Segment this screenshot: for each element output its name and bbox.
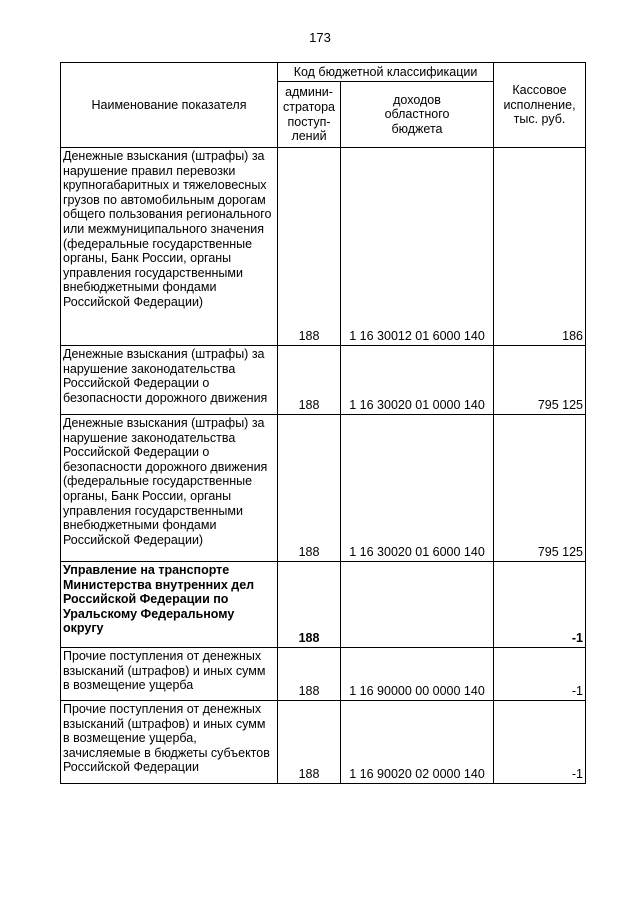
row-name: Денежные взыскания (штрафы) за нарушение правил перевозки крупногабаритных и тяжеловесных грузов по автомобильным дорогам общего пользования регионального или межмуниципального значения (федеральные государственные органы, Банк России, органы управления государственными внебюджетными фондами Российской Федерации) xyxy=(61,148,278,346)
row-income-code: 1 16 90000 00 0000 140 xyxy=(341,648,494,701)
page-number: 173 xyxy=(309,30,331,45)
table-row xyxy=(61,346,586,415)
row-admin-code: 188 xyxy=(278,562,341,648)
header-row-1 xyxy=(61,63,586,82)
row-value: -1 xyxy=(494,648,586,701)
table-row xyxy=(61,701,586,784)
header-admin: админи- стратора поступ- лений xyxy=(278,82,341,148)
row-name: Прочие поступления от денежных взысканий (штрафов) и иных сумм в возмещение ущерба, зачисляемые в бюджеты субъектов Российской Федерации xyxy=(61,701,278,784)
row-income-code: 1 16 90020 02 0000 140 xyxy=(341,701,494,784)
row-name: Прочие поступления от денежных взысканий (штрафов) и иных сумм в возмещение ущерба xyxy=(61,648,278,701)
row-value: 795 125 xyxy=(494,415,586,562)
row-admin-code: 188 xyxy=(278,148,341,346)
table-row xyxy=(61,148,586,346)
row-name: Управление на транспорте Министерства внутренних дел Российской Федерации по Уральскому Федеральному округу xyxy=(61,562,278,648)
row-income-code: 1 16 30012 01 6000 140 xyxy=(341,148,494,346)
row-value: -1 xyxy=(494,701,586,784)
row-value: 186 xyxy=(494,148,586,346)
header-execution: Кассовое исполнение, тыс. руб. xyxy=(494,63,586,148)
row-admin-code: 188 xyxy=(278,346,341,415)
table-row xyxy=(61,648,586,701)
row-name: Денежные взыскания (штрафы) за нарушение законодательства Российской Федерации о безопасности дорожного движения xyxy=(61,346,278,415)
table-row-section xyxy=(61,562,586,648)
table-row xyxy=(61,415,586,562)
budget-table xyxy=(60,62,586,784)
row-value: 795 125 xyxy=(494,346,586,415)
row-admin-code: 188 xyxy=(278,415,341,562)
header-income: доходов областного бюджета xyxy=(341,82,494,148)
row-admin-code: 188 xyxy=(278,701,341,784)
header-budget-code: Код бюджетной классификации xyxy=(278,63,494,82)
header-name: Наименование показателя xyxy=(61,63,278,148)
row-admin-code: 188 xyxy=(278,648,341,701)
row-income-code: 1 16 30020 01 0000 140 xyxy=(341,346,494,415)
row-income-code xyxy=(341,562,494,648)
row-value: -1 xyxy=(494,562,586,648)
row-income-code: 1 16 30020 01 6000 140 xyxy=(341,415,494,562)
row-name: Денежные взыскания (штрафы) за нарушение законодательства Российской Федерации о безопасности дорожного движения (федеральные государственные органы, Банк России, органы управления государственными внебюджетными фондами Российской Федерации) xyxy=(61,415,278,562)
